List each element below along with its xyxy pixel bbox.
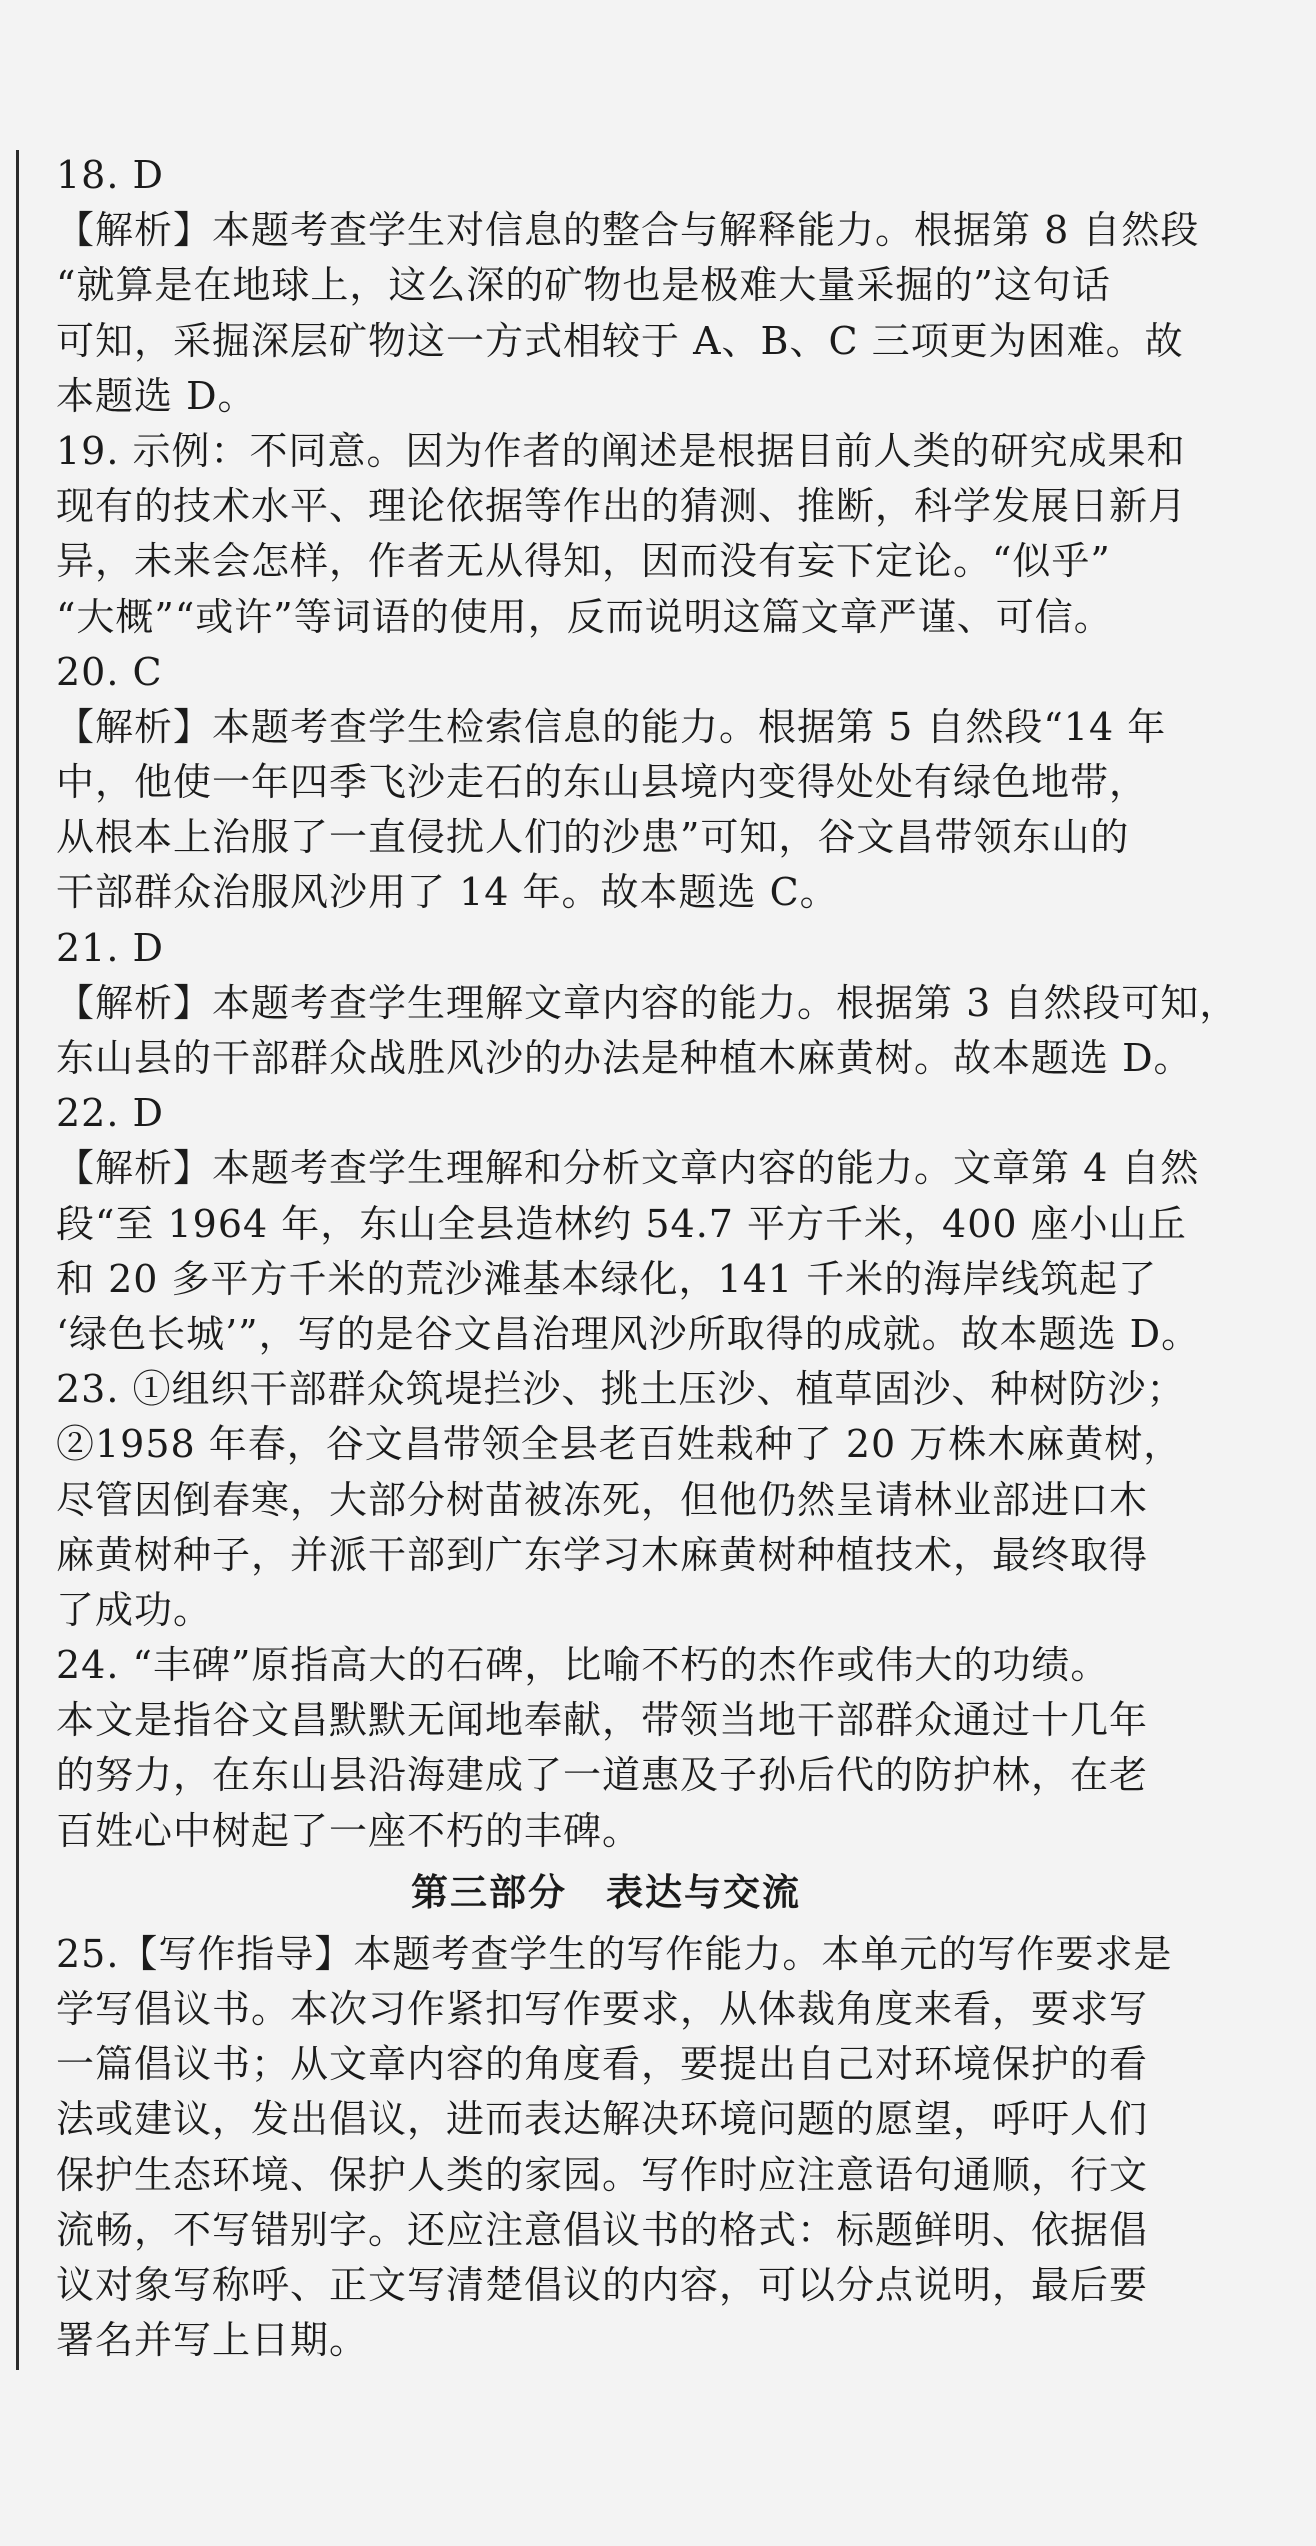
answer-line: 干部群众治服风沙用了 14 年。故本题选 C。 (56, 870, 839, 915)
answer-line: 【解析】本题考查学生对信息的整合与解释能力。根据第 8 自然段 (56, 208, 1200, 253)
answer-page (56, 148, 1239, 2368)
page-margin-rule (16, 150, 19, 2370)
answer-line: 百姓心中树起了一座不朽的丰碑。 (56, 1808, 642, 1853)
answer-line: 了成功。 (56, 1587, 213, 1632)
answer-line: 【解析】本题考查学生理解文章内容的能力。根据第 3 自然段可知， (56, 980, 1239, 1025)
answer-line: “大概”“或许”等词语的使用，反而说明这篇文章严谨、可信。 (56, 594, 1113, 639)
answer-18 (56, 148, 1200, 424)
answer-line: 24. “丰碑”原指高大的石碑，比喻不朽的杰作或伟大的功绩。 (56, 1643, 1110, 1688)
answer-line: 东山县的干部群众战胜风沙的办法是种植木麻黄树。故本题选 D。 (56, 1036, 1193, 1080)
answer-line: 18. D (56, 153, 164, 197)
answer-line: 学写倡议书。本次习作紧扣写作要求，从体裁角度来看，要求写 (56, 1987, 1149, 2031)
answer-line: 20. C (56, 649, 163, 694)
answer-line: ‘绿色长城’”，写的是谷文昌治理风沙所取得的成就。故本题选 D。 (56, 1311, 1201, 1356)
answer-21 (56, 921, 1239, 1087)
answer-line: 从根本上治服了一直侵扰人们的沙患”可知，谷文昌带领东山的 (56, 815, 1130, 860)
answer-line: 的努力，在东山县沿海建成了一道惠及子孙后代的防护林，在老 (56, 1753, 1149, 1798)
answer-25-writing-guide (56, 1927, 1173, 2369)
answer-line: 流畅，不写错别字。还应注意倡议书的格式：标题鲜明、依据倡 (56, 2207, 1149, 2252)
answer-line: 和 20 多平方千米的荒沙滩基本绿化，141 千米的海岸线筑起了 (56, 1256, 1158, 1301)
answer-line: 【解析】本题考查学生检索信息的能力。根据第 5 自然段“14 年 (56, 704, 1167, 749)
answer-line: 署名并写上日期。 (56, 2318, 369, 2363)
answer-24 (56, 1638, 1156, 1859)
answer-19 (56, 424, 1188, 645)
answer-line: 一篇倡议书；从文章内容的角度看，要提出自己对环境保护的看 (56, 2042, 1149, 2087)
answer-line: 21. D (56, 925, 164, 970)
section-title: 第三部分 表达与交流 (411, 1870, 801, 1914)
answer-line: 尽管因倒春寒，大部分树苗被冻死，但他仍然呈请林业部进口木 (56, 1477, 1149, 1522)
answer-line: 本题选 D。 (56, 373, 257, 418)
answer-line: 22. D (56, 1091, 164, 1136)
answer-line: “就算是在地球上，这么深的矿物也是极难大量采掘的”这句话 (56, 263, 1111, 308)
answer-line: 段“至 1964 年，东山全县造林约 54.7 平方千米，400 座小山丘 (56, 1201, 1187, 1246)
answer-line: 中，他使一年四季飞沙走石的东山县境内变得处处有绿色地带， (56, 760, 1149, 805)
answer-line: 现有的技术水平、理论依据等作出的猜测、推断，科学发展日新月 (56, 484, 1188, 529)
answer-line: 19. 示例：不同意。因为作者的阐述是根据目前人类的研究成果和 (56, 428, 1186, 473)
answer-line: 议对象写称呼、正文写清楚倡议的内容，可以分点说明，最后要 (56, 2262, 1149, 2307)
answer-line: 异，未来会怎样，作者无从得知，因而没有妄下定论。“似乎” (56, 539, 1111, 584)
answer-line: 23. ①组织干部群众筑堤拦沙、挑土压沙、植草固沙、种树防沙； (56, 1367, 1186, 1412)
answer-line: 麻黄树种子，并派干部到广东学习木麻黄树种植技术，最终取得 (56, 1532, 1149, 1577)
answer-line: 本文是指谷文昌默默无闻地奉献，带领当地干部群众通过十几年 (56, 1698, 1149, 1743)
answer-line: 【解析】本题考查学生理解和分析文章内容的能力。文章第 4 自然 (56, 1146, 1200, 1191)
answer-line: 25.【写作指导】本题考查学生的写作能力。本单元的写作要求是 (56, 1931, 1173, 1976)
answer-22 (56, 1086, 1201, 1362)
answer-line: 可知，采掘深层矿物这一方式相较于 A、B、C 三项更为困难。故 (56, 318, 1184, 363)
answer-line: 保护生态环境、保护人类的家园。写作时应注意语句通顺，行文 (56, 2152, 1149, 2197)
answer-23 (56, 1362, 1186, 1638)
answer-line: ②1958 年春，谷文昌带领全县老百姓栽种了 20 万株木麻黄树， (56, 1422, 1183, 1467)
answer-20 (56, 645, 1167, 921)
answer-line: 法或建议，发出倡议，进而表达解决环境问题的愿望，呼吁人们 (56, 2097, 1149, 2142)
